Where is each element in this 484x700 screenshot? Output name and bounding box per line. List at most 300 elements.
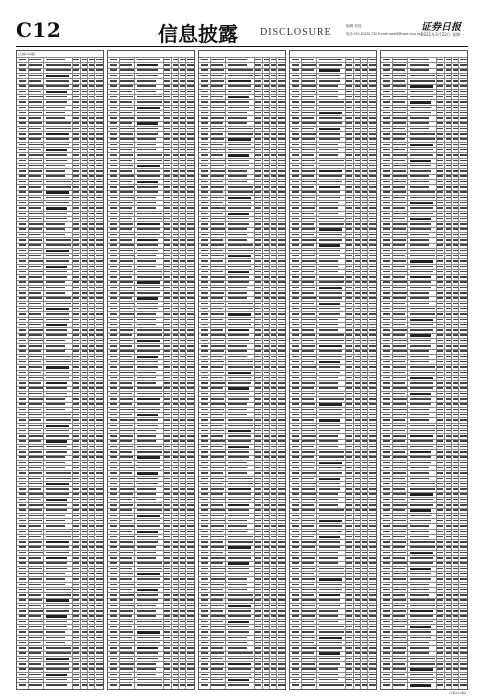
cell-text [110,568,117,570]
cell-text [302,266,314,268]
cell-text [319,599,340,601]
cell-text [302,557,314,559]
cell-text [19,117,26,119]
cell-text [346,398,351,400]
cell-text [46,546,69,548]
cell-text [383,75,390,77]
cell-text [437,478,442,480]
cell-text [460,128,467,130]
cell-text [180,303,184,305]
cell-text [173,599,177,601]
cell-text [255,578,260,580]
cell-text [393,552,405,554]
cell-text [82,493,86,495]
cell-text [255,202,260,204]
cell-text [82,393,86,395]
cell-text [96,483,103,485]
cell-text [73,541,78,543]
cell-text [460,552,467,554]
cell-text [96,69,103,71]
cell-text [460,578,467,580]
cell-text [89,361,93,363]
cell-text [362,679,366,681]
cell-text [319,456,344,458]
cell-text [362,403,366,405]
cell-text [228,615,251,617]
cell-text [110,382,117,384]
cell-text [355,642,359,644]
cell-text [228,133,253,135]
cell-text [369,154,376,156]
cell-text [362,621,366,623]
cell-text [437,419,442,421]
cell-text [383,568,390,570]
cell-text [393,456,406,458]
cell-text [110,599,117,601]
cell-text [355,440,359,442]
cell-text [362,297,366,299]
cell-text [292,372,299,374]
cell-text [383,85,390,87]
cell-text [19,239,26,241]
cell-text [46,631,65,633]
cell-text [446,117,450,119]
cell-text [355,663,359,665]
cell-text [264,223,268,225]
cell-text [255,319,260,321]
cell-text [410,276,431,278]
cell-text [393,398,406,400]
cell-text [96,154,103,156]
cell-text [29,488,40,490]
cell-text [110,387,117,389]
cell-text [271,658,275,660]
cell-text [271,584,275,586]
cell-text [446,546,450,548]
cell-text [460,446,467,448]
cell-text [180,319,184,321]
cell-text [292,637,299,639]
cell-text [137,668,156,670]
cell-text [29,483,41,485]
cell-text [446,329,450,331]
cell-text [187,403,194,405]
cell-text [187,642,194,644]
cell-text [110,276,117,278]
cell-text [29,451,41,453]
cell-text [137,425,158,427]
cell-text [201,409,208,411]
cell-text [369,398,376,400]
cell-text [302,684,314,686]
cell-text [410,350,429,352]
cell-text [393,372,404,374]
cell-text [89,255,93,257]
cell-text [383,642,390,644]
cell-text [437,101,442,103]
cell-text [29,292,40,294]
cell-text [96,631,103,633]
cell-text [393,531,405,533]
cell-text [446,345,450,347]
cell-text [410,483,435,485]
cell-text [211,191,222,193]
cell-text [73,165,78,167]
cell-text [362,356,366,358]
cell-text [187,281,194,283]
cell-text [302,69,313,71]
cell-text [355,107,359,109]
cell-text [120,128,133,130]
cell-text [82,515,86,517]
cell-text [393,213,406,215]
cell-text [446,504,450,506]
cell-text [137,382,156,384]
cell-text [228,75,253,77]
cell-text [46,642,65,644]
cell-text [369,499,376,501]
cell-text [173,557,177,559]
cell-text [302,334,314,336]
cell-text [446,260,450,262]
cell-text [302,133,315,135]
cell-text [278,414,285,416]
cell-text [187,165,194,167]
cell-text [110,202,117,204]
cell-text [346,202,351,204]
cell-text [346,552,351,554]
cell-text [446,594,450,596]
cell-text [346,615,351,617]
cell-text [383,451,390,453]
cell-text [346,128,351,130]
cell-text [355,255,359,257]
cell-text [437,128,442,130]
cell-text [410,239,429,241]
cell-text [271,101,275,103]
cell-text [137,96,162,98]
cell-text [393,578,405,580]
cell-text [264,186,268,188]
cell-text [393,679,406,681]
cell-text [362,589,366,591]
cell-text [211,568,224,570]
cell-text [173,615,177,617]
cell-text [19,250,26,252]
cell-text [460,658,467,660]
cell-text [89,467,93,469]
cell-text [137,451,162,453]
cell-text [346,446,351,448]
cell-text [446,334,450,336]
cell-text [187,303,194,305]
cell-text [271,202,275,204]
cell-text [292,398,299,400]
cell-text [211,456,223,458]
cell-text [271,175,275,177]
cell-text [437,319,442,321]
cell-text [346,223,351,225]
cell-text [137,409,160,411]
cell-text [302,536,313,538]
cell-text [211,419,223,421]
cell-text [137,631,160,633]
cell-text [383,207,390,209]
cell-text [46,637,65,639]
cell-text [302,197,314,199]
cell-text [110,605,117,607]
cell-text [369,446,376,448]
cell-text [460,366,467,368]
cell-text [173,483,177,485]
cell-text [271,361,275,363]
cell-text [278,244,285,246]
cell-text [460,419,467,421]
cell-text [120,281,132,283]
cell-text [120,149,131,151]
cell-text [120,637,131,639]
cell-text [319,679,338,681]
cell-text [453,419,457,421]
cell-text [29,663,40,665]
cell-text [173,372,177,374]
cell-text [460,260,467,262]
cell-text [410,207,433,209]
cell-text [460,610,467,612]
cell-text [346,626,351,628]
cell-text [271,504,275,506]
cell-text [410,536,429,538]
cell-text [73,96,78,98]
cell-text [271,334,275,336]
cell-text [271,160,275,162]
cell-text [173,170,177,172]
cell-text [460,228,467,230]
cell-text [73,59,78,61]
cell-text [164,244,169,246]
cell-text [211,446,222,448]
cell-text [46,446,67,448]
cell-text [187,372,194,374]
cell-text [410,154,433,156]
cell-text [96,430,103,432]
cell-text [228,668,251,670]
cell-text [302,499,314,501]
cell-text [319,557,338,559]
cell-text [180,377,184,379]
cell-text [137,674,156,676]
cell-text [362,91,366,93]
cell-text [82,637,86,639]
cell-text [271,329,275,331]
cell-text [73,207,78,209]
cell-text [73,462,78,464]
cell-text [319,467,342,469]
cell-text [89,446,93,448]
cell-text [437,546,442,548]
cell-text [271,403,275,405]
cell-text [393,382,404,384]
cell-text [211,319,222,321]
cell-text [383,175,390,177]
cell-text [120,112,131,114]
cell-text [46,213,67,215]
cell-text [137,536,158,538]
cell-text [437,451,442,453]
cell-text [383,382,390,384]
cell-text [29,573,42,575]
cell-text [302,377,315,379]
cell-text [211,287,224,289]
cell-text [164,361,169,363]
cell-text [346,403,351,405]
cell-text [278,266,285,268]
cell-text [460,637,467,639]
cell-text [82,85,86,87]
cell-text [110,117,117,119]
cell-text [96,334,103,336]
cell-text [346,419,351,421]
cell-text [187,255,194,257]
cell-text [446,112,450,114]
cell-text [319,435,338,437]
cell-text [228,594,253,596]
cell-text [211,69,223,71]
cell-text [410,59,429,61]
cell-text [120,467,133,469]
cell-text [271,239,275,241]
cell-text [201,287,208,289]
cell-text [271,377,275,379]
cell-text [211,213,222,215]
cell-text [46,181,71,183]
cell-text [201,562,208,564]
cell-text [362,85,366,87]
cell-text [120,297,131,299]
cell-text [453,112,457,114]
cell-text [278,684,285,686]
cell-text [137,324,156,326]
cell-text [264,615,268,617]
cell-text [19,292,26,294]
cell-text [82,525,86,527]
cell-text [228,674,251,676]
cell-text [96,440,103,442]
cell-text [29,138,40,140]
cell-text [410,69,429,71]
cell-text [362,684,366,686]
cell-text [82,509,86,511]
cell-text [369,488,376,490]
cell-text [137,430,156,432]
cell-text [96,393,103,395]
cell-text [319,536,340,538]
cell-text [460,589,467,591]
cell-text [410,260,433,262]
cell-text [110,122,117,124]
cell-text [19,382,26,384]
cell-text [120,562,132,564]
cell-text [89,175,93,177]
cell-text [369,85,376,87]
cell-text [46,281,65,283]
cell-text [29,599,41,601]
cell-text [278,292,285,294]
cell-text [383,403,390,405]
cell-text [19,170,26,172]
cell-text [292,456,299,458]
cell-text [211,483,222,485]
cell-text [137,350,160,352]
cell-text [460,393,467,395]
cell-text [228,356,247,358]
cell-text [73,197,78,199]
cell-text [255,499,260,501]
cell-text [410,419,429,421]
cell-text [446,149,450,151]
cell-text [460,276,467,278]
cell-text [362,69,366,71]
cell-text [446,340,450,342]
cell-text [137,107,160,109]
cell-text [180,138,184,140]
cell-text [180,631,184,633]
cell-text [201,525,208,527]
cell-text [264,562,268,564]
cell-text [180,96,184,98]
cell-text [278,276,285,278]
cell-text [173,69,177,71]
cell-text [137,207,156,209]
cell-text [453,605,457,607]
cell-text [393,149,404,151]
cell-text [362,541,366,543]
cell-text [383,647,390,649]
cell-text [110,674,117,676]
cell-text [460,122,467,124]
cell-text [96,446,103,448]
cell-text [29,101,41,103]
cell-text [355,584,359,586]
cell-text [278,186,285,188]
cell-text [355,69,359,71]
cell-text [19,493,26,495]
cell-text [355,207,359,209]
cell-text [355,80,359,82]
cell-text [201,75,208,77]
cell-text [180,372,184,374]
cell-text [292,356,299,358]
cell-text [437,483,442,485]
cell-text [187,170,194,172]
cell-text [346,85,351,87]
cell-text [82,191,86,193]
cell-text [302,674,314,676]
cell-text [319,319,338,321]
cell-text [264,626,268,628]
cell-text [369,324,376,326]
cell-text [302,589,315,591]
cell-text [410,621,433,623]
cell-text [82,170,86,172]
cell-text [393,303,404,305]
cell-text [201,133,208,135]
cell-text [187,605,194,607]
cell-text [292,578,299,580]
cell-text [264,456,268,458]
cell-text [264,308,268,310]
cell-text [355,562,359,564]
